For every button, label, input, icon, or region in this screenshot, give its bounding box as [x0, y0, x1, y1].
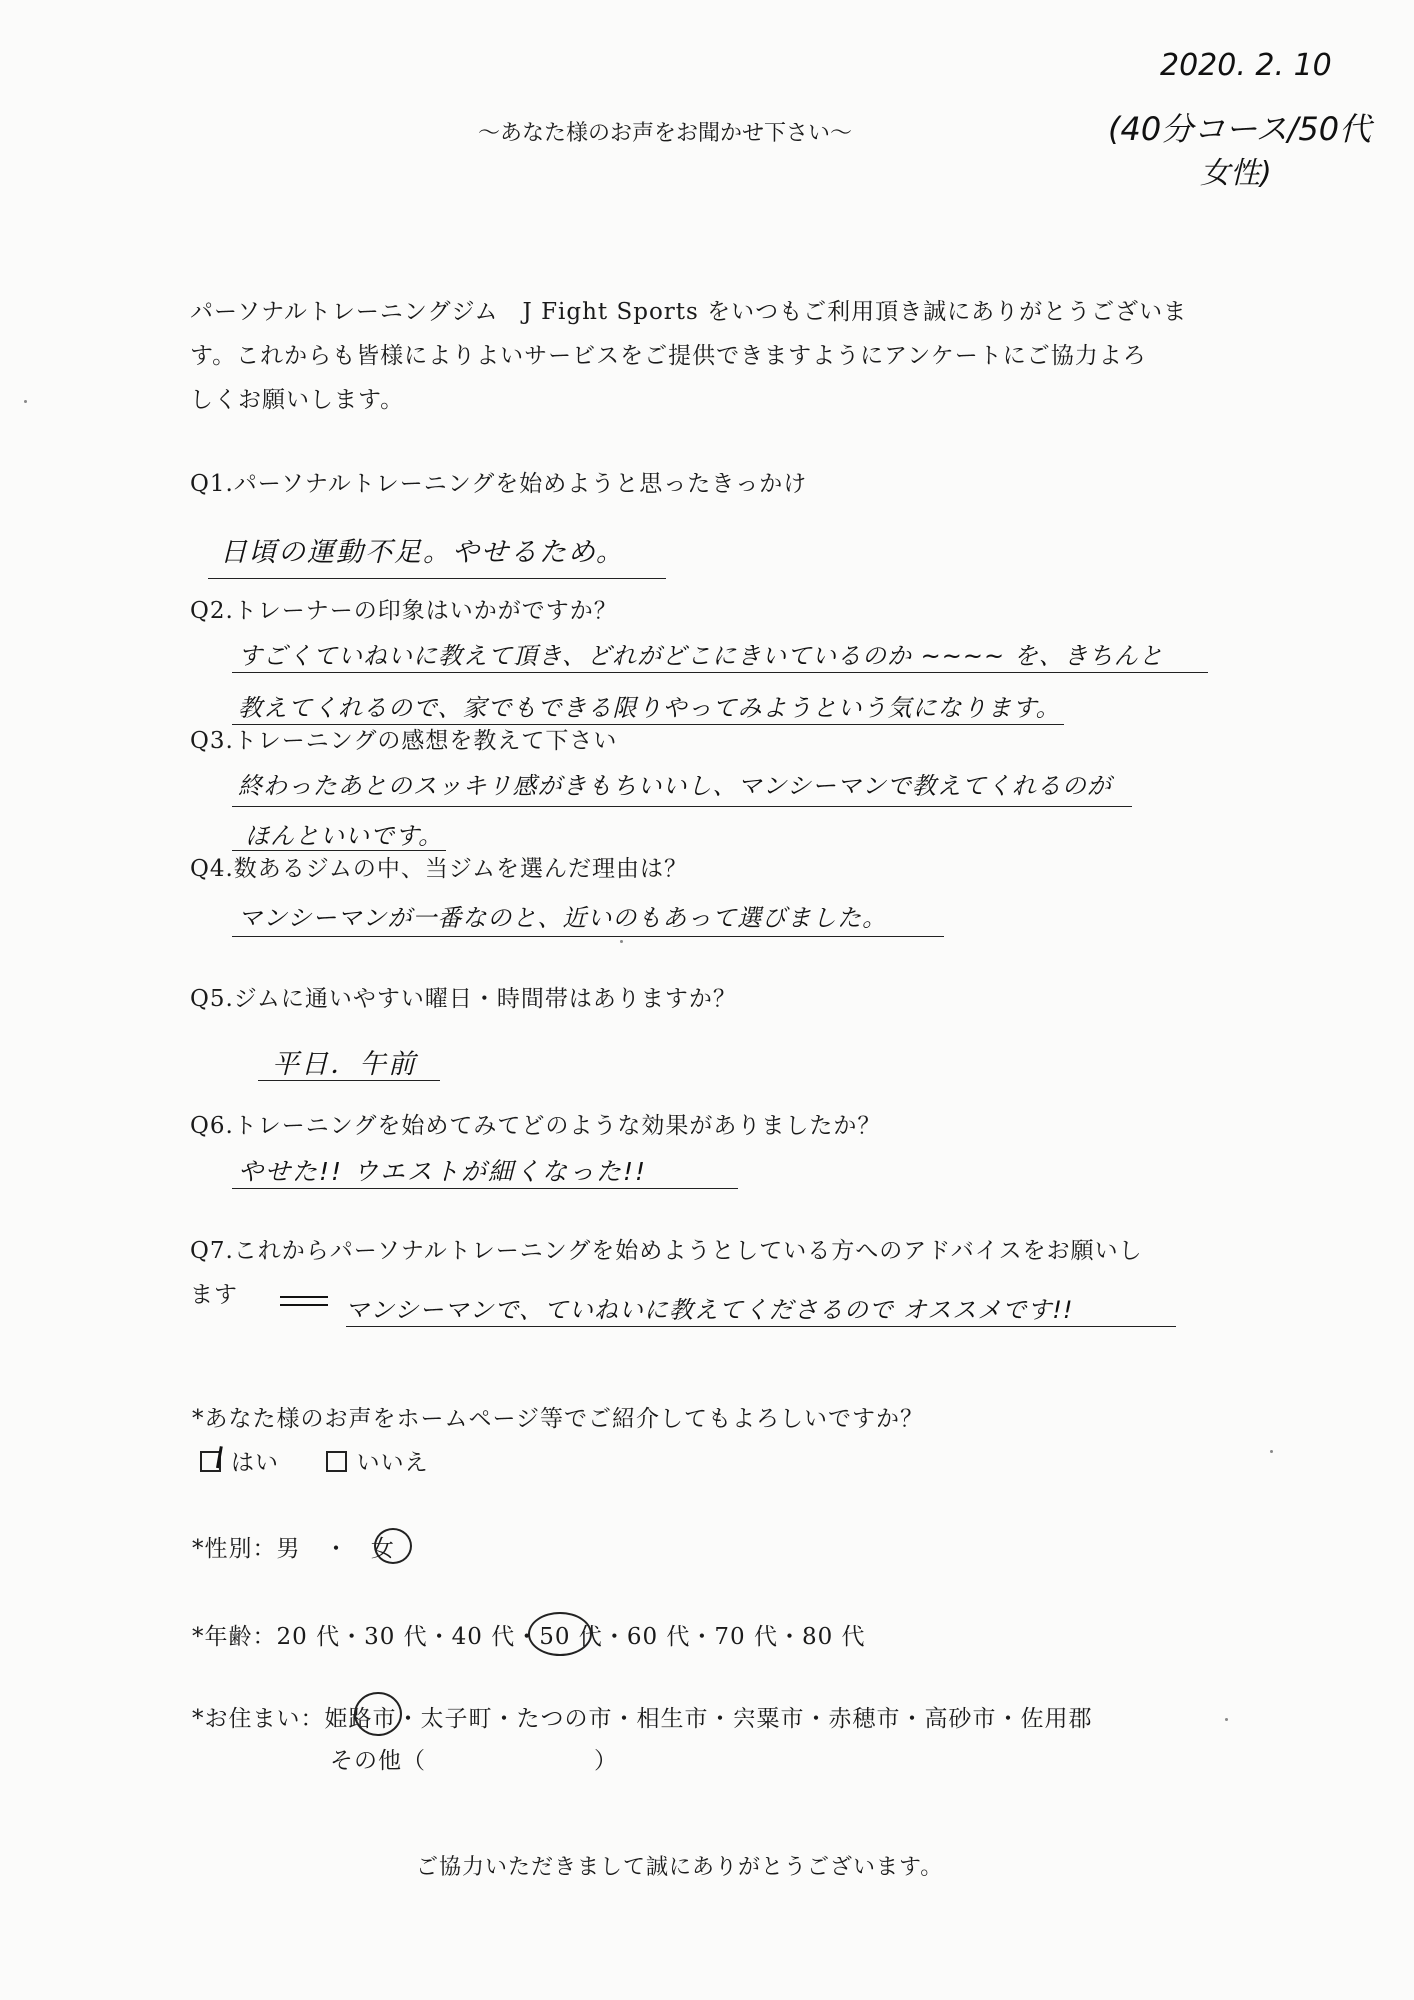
- q2-answer-line-2: 教えてくれるので、家でもできる限りやってみようという気になります。: [238, 694, 1061, 722]
- q5-answer: 平日．午前: [272, 1049, 417, 1080]
- consent-yes-label: はい: [231, 1450, 279, 1476]
- q7-answer-underline: [346, 1326, 1176, 1327]
- q4-answer-underline: [232, 936, 944, 937]
- consent-yes-checkbox[interactable]: [200, 1451, 221, 1472]
- consent-no-checkbox[interactable]: [326, 1451, 347, 1472]
- age-selection-circle: [528, 1612, 592, 1656]
- gender-label: *性別：男 ・: [192, 1536, 349, 1562]
- q6-answer: やせた!! ウエストが細くなった!!: [238, 1157, 648, 1186]
- q6-label: Q6.トレーニングを始めてみてどのような効果がありましたか？: [190, 1113, 882, 1139]
- handwritten-course-note: (40分コース/50代: [1108, 110, 1372, 148]
- consent-question: *あなた様のお声をホームページ等でご紹介してもよろしいですか？: [192, 1406, 925, 1432]
- q7-label-line-2: ます: [190, 1282, 238, 1308]
- q2-label: Q2.トレーナーの印象はいかがですか？: [190, 598, 618, 624]
- gender-selection-circle: [374, 1528, 412, 1564]
- intro-line-3: しくお願いします。: [190, 387, 405, 413]
- q7-scribble-mark-2: [280, 1304, 328, 1306]
- intro-line-2: す。これからも皆様によりよいサービスをご提供できますようにアンケートにご協力よろ: [190, 343, 1147, 369]
- age-rest-options: ・60 代・70 代・80 代: [602, 1624, 866, 1650]
- q5-label: Q5.ジムに通いやすい曜日・時間帯はありますか？: [190, 986, 737, 1012]
- q1-label: Q1.パーソナルトレーニングを始めようと思ったきっかけ: [190, 471, 808, 497]
- consent-no-label: いいえ: [356, 1450, 429, 1476]
- residence-label: *お住まい：: [192, 1706, 325, 1732]
- scan-speck: [1225, 1718, 1228, 1721]
- residence-selection-circle: [354, 1692, 402, 1736]
- q3-label: Q3.トレーニングの感想を教えて下さい: [190, 728, 618, 754]
- scan-speck: [1270, 1450, 1273, 1453]
- age-label: *年齢：20 代・30 代・40 代・: [192, 1624, 540, 1650]
- q7-answer: マンシーマンで、ていねいに教えてくださるので オススメです!!: [345, 1296, 1074, 1324]
- residence-rest-options: ・太子町・たつの市・相生市・宍粟市・赤穂市・高砂市・佐用郡: [396, 1706, 1093, 1732]
- page-title: 〜あなた様のお声をお聞かせ下さい〜: [478, 121, 853, 146]
- handwritten-date: 2020. 2. 10: [1160, 48, 1332, 83]
- q3-answer-line-1: 終わったあとのスッキリ感がきもちいいし、マンシーマンで教えてくれるのが: [238, 772, 1112, 800]
- q1-answer: 日頃の運動不足。やせるため。: [220, 537, 625, 568]
- consent-options: [200, 1444, 429, 1477]
- intro-line-1: パーソナルトレーニングジム J Fight Sports をいつもご利用頂き誠にありがとうございま: [190, 299, 1188, 325]
- age-selected[interactable]: 50 代: [539, 1624, 603, 1650]
- footer-thanks: ご協力いただきまして誠にありがとうございます。: [416, 1855, 944, 1880]
- q2-answer-line-1: すごくていねいに教えて頂き、どれがどこにきいているのか ~~~~ を、きちんと: [238, 642, 1164, 670]
- scan-speck: [24, 400, 27, 403]
- gender-selected[interactable]: 女: [370, 1536, 395, 1562]
- scan-speck: [620, 940, 623, 943]
- handwritten-gender-note: 女性): [1200, 156, 1272, 191]
- q3-answer-underline-1: [232, 806, 1132, 807]
- q7-scribble-mark: [280, 1296, 328, 1298]
- q3-answer-line-2: ほんといいです。: [245, 822, 444, 850]
- q5-answer-underline: [258, 1080, 440, 1081]
- residence-other: その他（ ）: [330, 1748, 618, 1774]
- q7-label-line-1: Q7.これからパーソナルトレーニングを始めようとしている方へのアドバイスをお願いし: [190, 1238, 1143, 1264]
- q4-label: Q4.数あるジムの中、当ジムを選んだ理由は？: [190, 856, 688, 882]
- q1-answer-underline: [208, 578, 666, 579]
- gender-row: [192, 1530, 395, 1563]
- residence-selected[interactable]: 姫路市: [324, 1706, 397, 1732]
- residence-row: [192, 1700, 1093, 1733]
- q6-answer-underline: [232, 1188, 738, 1189]
- q2-answer-underline-1: [232, 672, 1208, 673]
- q4-answer: マンシーマンが一番なのと、近いのもあって選びました。: [238, 904, 888, 932]
